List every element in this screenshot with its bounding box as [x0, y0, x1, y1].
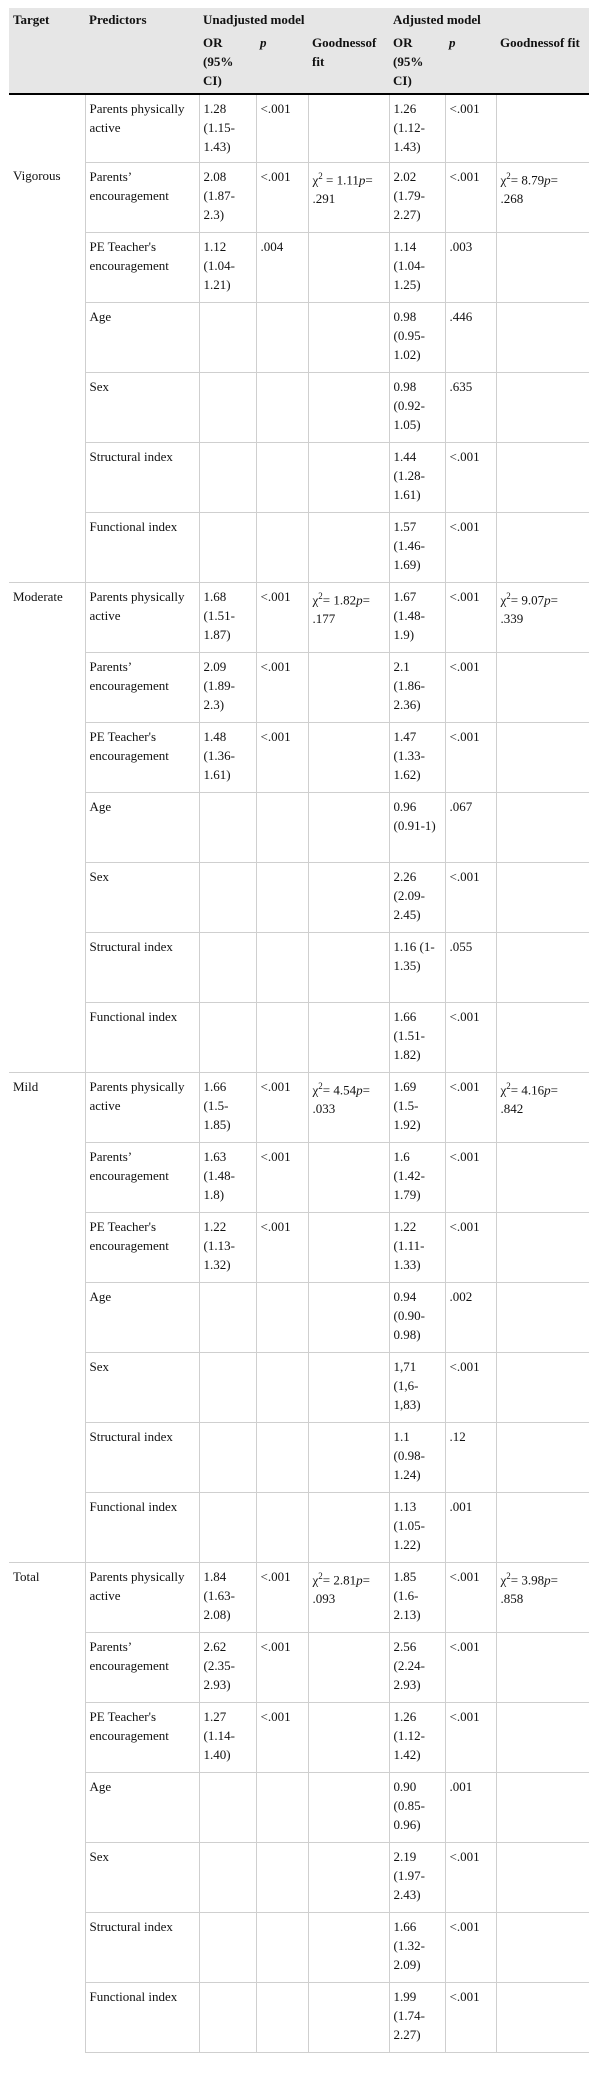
target-cell — [9, 1842, 85, 1912]
table-row — [9, 722, 589, 792]
adjusted-or-cell: 1.47 (1.33-1.62) — [389, 722, 445, 792]
predictor-cell: Age — [85, 792, 199, 862]
adjusted-or-cell: 1.13 (1.05-1.22) — [389, 1492, 445, 1562]
predictor-cell: Structural index — [85, 1422, 199, 1492]
adjusted-or-cell: 1.14 (1.04-1.25) — [389, 232, 445, 302]
unadjusted-or-cell — [199, 372, 256, 442]
table-row — [9, 1842, 589, 1912]
unadjusted-or-cell: 1.48 (1.36-1.61) — [199, 722, 256, 792]
table-body — [9, 94, 589, 2052]
adjusted-or-cell: 1.26 (1.12-1.42) — [389, 1702, 445, 1772]
adjusted-gof-cell: $\chi^2= 3.98p= .858$ — [496, 1562, 589, 1632]
adjusted-or-cell: 1.99 (1.74-2.27) — [389, 1982, 445, 2052]
table-row — [9, 442, 589, 512]
unadjusted-or-cell — [199, 1912, 256, 1982]
adjusted-or-cell: 2.02 (1.79-2.27) — [389, 162, 445, 232]
adjusted-gof-cell — [496, 1212, 589, 1282]
unadjusted-p-cell — [256, 442, 308, 512]
adjusted-or-cell: 0.98 (0.92-1.05) — [389, 372, 445, 442]
unadjusted-gof-cell — [308, 302, 389, 372]
unadjusted-or-cell — [199, 302, 256, 372]
adjusted-or-cell: 1.1 (0.98-1.24) — [389, 1422, 445, 1492]
adjusted-or-cell: 1.57 (1.46-1.69) — [389, 512, 445, 582]
adjusted-p-cell: .055 — [445, 932, 496, 1002]
predictor-cell: Sex — [85, 372, 199, 442]
target-cell — [9, 862, 85, 932]
target-cell: Moderate — [9, 582, 85, 652]
adjusted-or-cell: 1.69 (1.5-1.92) — [389, 1072, 445, 1142]
target-cell — [9, 1632, 85, 1702]
adjusted-p-cell: <.001 — [445, 1212, 496, 1282]
unadjusted-gof-cell — [308, 652, 389, 722]
adjusted-gof-cell — [496, 1772, 589, 1842]
adjusted-gof-cell: $\chi^2= 9.07p= .339$ — [496, 582, 589, 652]
table-row — [9, 1282, 589, 1352]
adjusted-gof-cell — [496, 302, 589, 372]
adjusted-gof-cell — [496, 372, 589, 442]
adjusted-gof-cell — [496, 1982, 589, 2052]
adjusted-p-cell: .003 — [445, 232, 496, 302]
adjusted-gof-cell — [496, 1492, 589, 1562]
adjusted-p-cell: <.001 — [445, 512, 496, 582]
target-cell: Vigorous — [13, 168, 61, 183]
adjusted-gof-cell — [496, 94, 589, 162]
unadjusted-or-cell — [199, 1422, 256, 1492]
adjusted-or-cell: 0.94 (0.90-0.98) — [389, 1282, 445, 1352]
adjusted-p-cell: <.001 — [445, 1702, 496, 1772]
predictor-cell: Parents’ encouragement — [85, 1142, 199, 1212]
unadjusted-gof-cell: $\chi^2 = 1.11p= .291$ — [308, 162, 389, 232]
unadjusted-gof-cell — [308, 932, 389, 1002]
unadjusted-p-cell — [256, 1352, 308, 1422]
predictor-cell: Functional index — [85, 1982, 199, 2052]
predictor-cell: PE Teacher's encouragement — [85, 1702, 199, 1772]
adjusted-or-cell: 1.66 (1.51-1.82) — [389, 1002, 445, 1072]
unadjusted-or-cell: 1.68 (1.51-1.87) — [199, 582, 256, 652]
predictor-cell: Age — [85, 1772, 199, 1842]
predictor-cell: Parents’ encouragement — [85, 1632, 199, 1702]
adjusted-gof-cell — [496, 792, 589, 862]
header-adjusted-model: Adjusted model — [389, 8, 589, 31]
header-adjusted-or: OR (95% CI) — [389, 31, 445, 94]
table-row — [9, 1912, 589, 1982]
target-cell — [9, 302, 85, 372]
adjusted-gof-cell — [496, 1142, 589, 1212]
unadjusted-gof-cell — [308, 1912, 389, 1982]
unadjusted-p-cell: <.001 — [256, 94, 308, 162]
header-adjusted-gof: Goodnessof fit — [496, 31, 589, 94]
adjusted-or-cell: 1.44 (1.28-1.61) — [389, 442, 445, 512]
header-row-top — [9, 8, 589, 31]
target-cell — [9, 1422, 85, 1492]
target-cell — [9, 792, 85, 862]
target-cell — [9, 1002, 85, 1072]
target-cell — [9, 1982, 85, 2052]
adjusted-or-cell: 2.19 (1.97-2.43) — [389, 1842, 445, 1912]
target-cell — [9, 512, 85, 582]
predictor-cell: Parents’ encouragement — [85, 162, 199, 232]
header-target: Target — [9, 8, 85, 31]
table-row — [9, 1072, 589, 1142]
adjusted-or-cell: 1.22 (1.11-1.33) — [389, 1212, 445, 1282]
adjusted-p-cell: <.001 — [445, 442, 496, 512]
table-row — [9, 932, 589, 1002]
adjusted-or-cell: 1.16 (1-1.35) — [389, 932, 445, 1002]
adjusted-gof-cell — [496, 1282, 589, 1352]
adjusted-gof-cell — [496, 442, 589, 512]
adjusted-gof-cell — [496, 232, 589, 302]
unadjusted-or-cell: 1.28 (1.15-1.43) — [199, 94, 256, 162]
table-row — [9, 512, 589, 582]
unadjusted-gof-cell — [308, 1352, 389, 1422]
unadjusted-gof-cell — [308, 1842, 389, 1912]
table-row — [9, 792, 589, 862]
unadjusted-or-cell: 2.09 (1.89-2.3) — [199, 652, 256, 722]
unadjusted-p-cell — [256, 512, 308, 582]
adjusted-gof-cell — [496, 1702, 589, 1772]
unadjusted-or-cell — [199, 512, 256, 582]
target-cell: Total — [9, 1562, 85, 1632]
header-unadjusted-p: p — [256, 31, 308, 94]
adjusted-gof-cell — [496, 1632, 589, 1702]
table-row — [9, 582, 589, 652]
unadjusted-or-cell — [199, 1772, 256, 1842]
unadjusted-p-cell — [256, 932, 308, 1002]
unadjusted-or-cell: 2.08 (1.87-2.3) — [199, 162, 256, 232]
unadjusted-or-cell — [199, 1842, 256, 1912]
predictor-cell: PE Teacher's encouragement — [85, 722, 199, 792]
table-row — [9, 1772, 589, 1842]
unadjusted-gof-cell — [308, 1492, 389, 1562]
unadjusted-p-cell — [256, 1842, 308, 1912]
target-cell — [9, 1142, 85, 1212]
unadjusted-or-cell — [199, 792, 256, 862]
target-cell — [9, 1492, 85, 1562]
unadjusted-gof-cell: $\chi^2= 4.54p= .033$ — [308, 1072, 389, 1142]
adjusted-p-cell: .001 — [445, 1772, 496, 1842]
target-cell — [9, 1912, 85, 1982]
header-predictors: Predictors — [85, 8, 199, 31]
predictor-cell: Sex — [85, 862, 199, 932]
unadjusted-or-cell — [199, 1282, 256, 1352]
adjusted-p-cell: <.001 — [445, 1562, 496, 1632]
adjusted-p-cell: <.001 — [445, 1352, 496, 1422]
unadjusted-gof-cell — [308, 1282, 389, 1352]
target-cell — [9, 652, 85, 722]
unadjusted-or-cell: 1.22 (1.13-1.32) — [199, 1212, 256, 1282]
adjusted-p-cell: <.001 — [445, 1632, 496, 1702]
target-cell — [9, 232, 85, 302]
unadjusted-p-cell — [256, 302, 308, 372]
table-row — [9, 1002, 589, 1072]
header-unadjusted-gof: Goodnessof fit — [308, 31, 389, 94]
unadjusted-gof-cell — [308, 1772, 389, 1842]
adjusted-gof-cell — [496, 722, 589, 792]
target-cell — [9, 932, 85, 1002]
unadjusted-p-cell — [256, 1282, 308, 1352]
unadjusted-p-cell — [256, 1772, 308, 1842]
unadjusted-p-cell: <.001 — [256, 162, 308, 232]
unadjusted-p-cell: <.001 — [256, 1072, 308, 1142]
adjusted-p-cell: <.001 — [445, 862, 496, 932]
unadjusted-gof-cell — [308, 512, 389, 582]
predictor-cell: Structural index — [85, 932, 199, 1002]
unadjusted-gof-cell — [308, 792, 389, 862]
table-row — [9, 1632, 589, 1702]
adjusted-gof-cell — [496, 1422, 589, 1492]
predictor-cell: Functional index — [85, 1002, 199, 1072]
adjusted-p-cell: .067 — [445, 792, 496, 862]
unadjusted-or-cell — [199, 442, 256, 512]
unadjusted-or-cell: 1.12 (1.04-1.21) — [199, 232, 256, 302]
adjusted-p-cell: .635 — [445, 372, 496, 442]
unadjusted-p-cell: <.001 — [256, 652, 308, 722]
table-row — [9, 232, 589, 302]
unadjusted-or-cell — [199, 932, 256, 1002]
adjusted-p-cell: <.001 — [445, 722, 496, 792]
predictor-cell: Parents physically active — [85, 94, 199, 162]
unadjusted-or-cell — [199, 1352, 256, 1422]
unadjusted-gof-cell — [308, 442, 389, 512]
target-cell — [9, 442, 85, 512]
predictor-cell: PE Teacher's encouragement — [85, 1212, 199, 1282]
adjusted-p-cell: <.001 — [445, 1842, 496, 1912]
unadjusted-gof-cell — [308, 1002, 389, 1072]
adjusted-p-cell: <.001 — [445, 1912, 496, 1982]
adjusted-or-cell: 0.96 (0.91-1) — [389, 792, 445, 862]
predictor-cell: Parents physically active — [85, 1562, 199, 1632]
unadjusted-gof-cell — [308, 232, 389, 302]
unadjusted-p-cell: <.001 — [256, 722, 308, 792]
table-row — [9, 162, 589, 232]
target-cell — [9, 94, 85, 162]
adjusted-or-cell: 1.26 (1.12-1.43) — [389, 94, 445, 162]
adjusted-or-cell: 0.98 (0.95-1.02) — [389, 302, 445, 372]
target-cell — [9, 1702, 85, 1772]
table-row — [9, 302, 589, 372]
unadjusted-or-cell — [199, 1982, 256, 2052]
predictor-cell: Age — [85, 302, 199, 372]
table-row — [9, 862, 589, 932]
unadjusted-p-cell: <.001 — [256, 582, 308, 652]
table-row — [9, 1422, 589, 1492]
unadjusted-p-cell: <.001 — [256, 1562, 308, 1632]
adjusted-or-cell: 1,71 (1,6-1,83) — [389, 1352, 445, 1422]
target-cell: Mild — [9, 1072, 85, 1142]
unadjusted-or-cell — [199, 1492, 256, 1562]
predictor-cell: Parents physically active — [85, 582, 199, 652]
unadjusted-gof-cell — [308, 94, 389, 162]
predictor-cell: Functional index — [85, 1492, 199, 1562]
unadjusted-gof-cell — [308, 1422, 389, 1492]
adjusted-p-cell: .001 — [445, 1492, 496, 1562]
table-row — [9, 1702, 589, 1772]
predictor-cell: Parents’ encouragement — [85, 652, 199, 722]
unadjusted-or-cell: 1.27 (1.14-1.40) — [199, 1702, 256, 1772]
adjusted-or-cell: 0.90 (0.85-0.96) — [389, 1772, 445, 1842]
predictor-cell: Parents physically active — [85, 1072, 199, 1142]
unadjusted-p-cell: <.001 — [256, 1212, 308, 1282]
adjusted-gof-cell — [496, 1352, 589, 1422]
predictor-cell: Sex — [85, 1352, 199, 1422]
header-unadjusted-model: Unadjusted model — [199, 8, 389, 31]
adjusted-gof-cell — [496, 1912, 589, 1982]
adjusted-p-cell: .446 — [445, 302, 496, 372]
table-row — [9, 1142, 589, 1212]
unadjusted-gof-cell — [308, 862, 389, 932]
unadjusted-gof-cell: $\chi^2= 1.82p= .177$ — [308, 582, 389, 652]
table-row — [9, 1982, 589, 2052]
unadjusted-gof-cell — [308, 1142, 389, 1212]
unadjusted-gof-cell: $\chi^2= 2.81p= .093$ — [308, 1562, 389, 1632]
target-cell — [9, 1282, 85, 1352]
adjusted-p-cell: <.001 — [445, 1142, 496, 1212]
adjusted-gof-cell — [496, 1002, 589, 1072]
adjusted-p-cell: <.001 — [445, 162, 496, 232]
adjusted-p-cell: <.001 — [445, 652, 496, 722]
predictor-cell: Age — [85, 1282, 199, 1352]
adjusted-or-cell: 1.67 (1.48-1.9) — [389, 582, 445, 652]
unadjusted-p-cell — [256, 1912, 308, 1982]
table-row — [9, 1562, 589, 1632]
adjusted-p-cell: <.001 — [445, 1072, 496, 1142]
header-row-sub — [9, 31, 589, 94]
unadjusted-gof-cell — [308, 1632, 389, 1702]
unadjusted-gof-cell — [308, 1212, 389, 1282]
target-cell — [9, 1772, 85, 1842]
unadjusted-p-cell — [256, 372, 308, 442]
header-adjusted-p: p — [445, 31, 496, 94]
predictor-cell: Structural index — [85, 442, 199, 512]
unadjusted-gof-cell — [308, 1702, 389, 1772]
adjusted-gof-cell — [496, 652, 589, 722]
odds-ratio-table — [9, 8, 589, 2053]
adjusted-gof-cell — [496, 512, 589, 582]
unadjusted-or-cell: 2.62 (2.35-2.93) — [199, 1632, 256, 1702]
unadjusted-gof-cell — [308, 722, 389, 792]
adjusted-or-cell: 2.56 (2.24-2.93) — [389, 1632, 445, 1702]
adjusted-p-cell: <.001 — [445, 582, 496, 652]
adjusted-gof-cell — [496, 932, 589, 1002]
unadjusted-gof-cell — [308, 1982, 389, 2052]
unadjusted-p-cell: <.001 — [256, 1632, 308, 1702]
target-cell — [9, 372, 85, 442]
unadjusted-gof-cell — [308, 372, 389, 442]
unadjusted-or-cell — [199, 862, 256, 932]
unadjusted-or-cell: 1.66 (1.5-1.85) — [199, 1072, 256, 1142]
unadjusted-p-cell: .004 — [256, 232, 308, 302]
adjusted-p-cell: .12 — [445, 1422, 496, 1492]
unadjusted-p-cell — [256, 792, 308, 862]
adjusted-gof-cell: $\chi^2= 4.16p= .842$ — [496, 1072, 589, 1142]
target-cell — [9, 1352, 85, 1422]
unadjusted-p-cell — [256, 1422, 308, 1492]
header-unadjusted-or: OR (95% CI) — [199, 31, 256, 94]
table-row — [9, 1352, 589, 1422]
unadjusted-or-cell — [199, 1002, 256, 1072]
adjusted-or-cell: 2.26 (2.09-2.45) — [389, 862, 445, 932]
adjusted-or-cell: 1.85 (1.6-2.13) — [389, 1562, 445, 1632]
table-row — [9, 652, 589, 722]
predictor-cell: PE Teacher's encouragement — [85, 232, 199, 302]
unadjusted-p-cell — [256, 1492, 308, 1562]
unadjusted-p-cell: <.001 — [256, 1702, 308, 1772]
adjusted-gof-cell — [496, 862, 589, 932]
table-row — [9, 94, 589, 162]
table-row — [9, 372, 589, 442]
predictor-cell: Functional index — [85, 512, 199, 582]
adjusted-or-cell: 2.1 (1.86-2.36) — [389, 652, 445, 722]
adjusted-or-cell: 1.6 (1.42-1.79) — [389, 1142, 445, 1212]
unadjusted-or-cell: 1.63 (1.48-1.8) — [199, 1142, 256, 1212]
table-row — [9, 1212, 589, 1282]
predictor-cell: Structural index — [85, 1912, 199, 1982]
adjusted-p-cell: <.001 — [445, 1982, 496, 2052]
adjusted-or-cell: 1.66 (1.32-2.09) — [389, 1912, 445, 1982]
target-cell — [9, 1212, 85, 1282]
adjusted-p-cell: <.001 — [445, 1002, 496, 1072]
predictor-cell: Sex — [85, 1842, 199, 1912]
adjusted-p-cell: .002 — [445, 1282, 496, 1352]
unadjusted-or-cell: 1.84 (1.63-2.08) — [199, 1562, 256, 1632]
unadjusted-p-cell — [256, 862, 308, 932]
unadjusted-p-cell — [256, 1002, 308, 1072]
table-header — [9, 8, 589, 94]
table-row — [9, 1492, 589, 1562]
adjusted-gof-cell — [496, 1842, 589, 1912]
unadjusted-p-cell: <.001 — [256, 1142, 308, 1212]
target-cell — [9, 722, 85, 792]
adjusted-gof-cell: $\chi^2= 8.79p= .268$ — [496, 162, 589, 232]
adjusted-p-cell: <.001 — [445, 94, 496, 162]
unadjusted-p-cell — [256, 1982, 308, 2052]
